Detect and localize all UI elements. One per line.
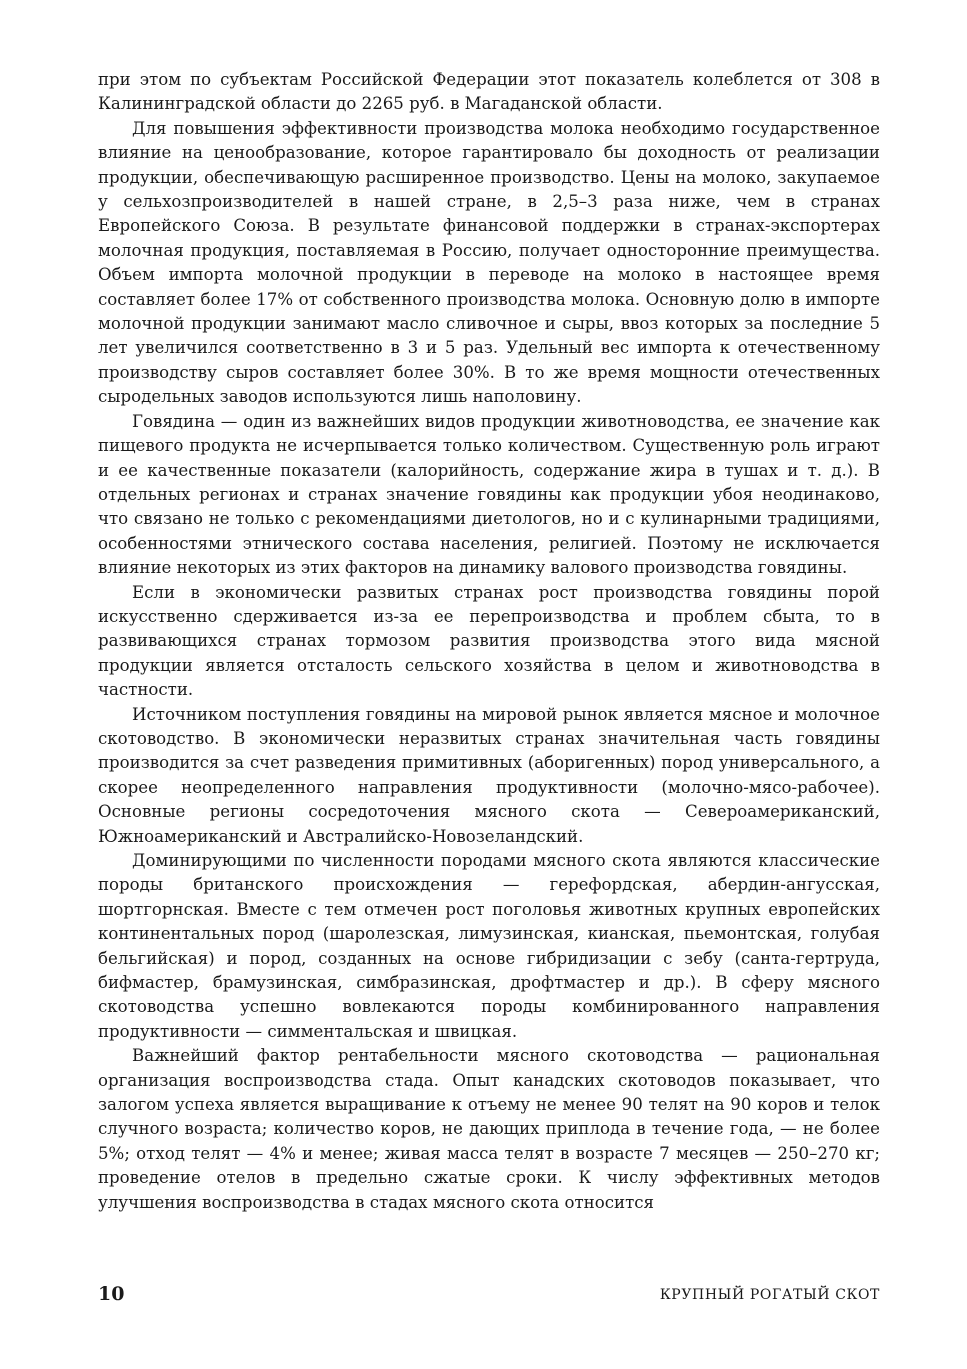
paragraph-beef-production: Если в экономически развитых странах рост производства говядины порой искусственно сдерживается из-за ее перепроизводства и проблем сбыта, то в развивающихся странах тормозом развития производства этого вида мясной продукции является отсталость сельского хозяйства в целом и животноводства в частности. (98, 582, 880, 700)
paragraph-dairy-pricing: Для повышения эффективности производства молока необходимо государственное влияние на ценообразование, которое гарантировало бы доходность от реализации продукции, обеспечивающую расширенное производство. Цены на молоко, закупаемое у сельхозпроизводителей в нашей стране, в 2,5–3 раза ниже, чем в странах Европейского Союза. В результате финансовой поддержки в странах-экспортерах молочная продукция, поставляемая в Россию, получает односторонние преимущества. Объем импорта молочной продукции в переводе на молоко в настоящее время составляет более 17% от собственного производства молока. Основную долю в импорте молочной продукции занимают масло сливочное и сыры, ввоз которых за последние 5 лет увеличился соответственно в 3 и 5 раз. Удельный вес импорта к отечественному производству сыров составляет более 30%. В то же время мощности отечественных сыродельных заводов используются лишь наполовину. (98, 118, 880, 407)
running-title: КРУПНЫЙ РОГАТЫЙ СКОТ (659, 1287, 880, 1303)
paragraph-cattle-breeds: Доминирующими по численности породами мясного скота являются классические породы британского происхождения — герефордская, абердин-ангусская, шортгорнская. Вместе с тем отмечен рост поголовья животных крупных европейских континентальных пород (шаролезская, лимузинская, кианская, пьемонтская, голубая бельгийская) и пород, созданных на основе гибридизации с зебу (санта-гертруда, бифмастер, брамузинская, симбразинская, дрофтмастер и др.). В сферу мясного скотоводства успешно вовлекаются породы комбинированного направления продуктивности — симментальская и швицкая. (98, 851, 880, 1041)
paragraph-beef-importance: Говядина — один из важнейших видов продукции животноводства, ее значение как пищевого продукта не исчерпывается только количеством. Существенную роль играют и ее качественные показатели (калорийность, содержание жира в тушах и т. д.). В отдельных регионах и странах значение говядины как продукции убоя неодинаково, что связано не только с рекомендациями диетологов, но и с кулинарными традициями, особенностями этнического состава населения, религией. Поэтому не исключается влияние некоторых из этих факторов на динамику валового производства говядины. (98, 411, 880, 578)
page-number: 10 (98, 1283, 125, 1305)
paragraph-beef-sources: Источником поступления говядины на мировой рынок является мясное и молочное скотоводство. В экономически неразвитых странах значительная часть говядины производится за счет разведения примитивных (аборигенных) пород универсального, а скорее неопределенного направления продуктивности (молочно-мясо-рабочее). Основные регионы сосредоточения мясного скота — Североамериканский, Южноамериканский и Австралийско-Новозеландский. (98, 704, 880, 846)
paragraph-herd-reproduction: Важнейший фактор рентабельности мясного скотоводства — рациональная организация воспроизводства стада. Опыт канадских скотоводов показывает, что залогом успеха является выращивание к отъему не менее 90 телят на 90 коров и телок случного возраста; количество коров, не дающих приплода в течение года, — не более 5%; отход телят — 4% и менее; живая масса телят в возрасте 7 месяцев — 250–270 кг; проведение отелов в предельно сжатые сроки. К числу эффективных методов улучшения воспроизводства в стадах мясного скота относится (98, 1046, 880, 1212)
body-text (98, 68, 880, 1215)
paragraph-continuation: при этом по субъектам Российской Федерации этот показатель колеблется от 308 в Калининградской области до 2265 руб. в Магаданской области. (98, 70, 880, 114)
